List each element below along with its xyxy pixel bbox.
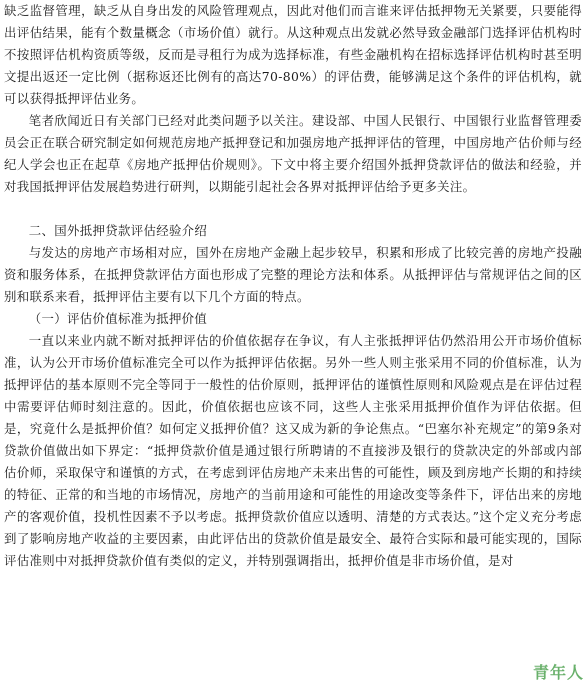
paragraph-foreign-overview: 与发达的房地产市场相对应，国外在房地产金融上起步较早，积累和形成了比较完善的房地产投融资和服务体系，在抵押贷款评估方面也形成了完整的理论方法和体系。从抵押评估与常规评估之间的区别和联系来看，抵押评估主要有以下几个方面的特点。 bbox=[4, 245, 582, 304]
section-heading: 二、国外抵押贷款评估经验介绍 bbox=[28, 223, 208, 238]
paragraph-risk-management: 缺乏监督管理，缺乏从自身出发的风险管理观点，因此对他们而言谁来评估抵押物无关紧要，只要能得出评估结果，能有个数量概念（市场价值）就行。从这种观点出发就必然导致金融部门选择评估机构时不按照评估机构资质等级，反而是寻租行为成为选择标准，有些金融机构在招标选择评估机构时甚至明文提出返还一定比例（据称返还比例有的高达70-80%）的评估费，能够满足这个条件的评估机构，就可以获得抵押评估业务。 bbox=[4, 3, 582, 106]
subsection-heading: （一）评估价值标准为抵押价值 bbox=[28, 311, 208, 326]
paragraph-mortgage-value: 一直以来业内就不断对抵押评估的价值依据存在争议，有人主张抵押评估仍然沿用公开市场价值标准，认为公开市场价值标准完全可以作为抵押评估依据。另外一些人则主张采用不同的价值标准，认为抵押评估的基本原则不完全等同于一般性的估价原则，抵押评估的谨慎性原则和风险观点是在评估过程中需要评估师时刻注意的。因此，价值依据也应该不同，这些人主张采用抵押价值作为评估依据。但是，究竟什么是抵押价值？如何定义抵押价值？这又成为新的争论焦点。“巴塞尔补充规定”的第9条对贷款价值做出如下界定：“抵押贷款价值是通过银行所聘请的不直接涉及银行的贷款决定的外部或内部估价师，采取保守和谨慎的方式，在考虑到评估房地产未来出售的可能性，顾及到房地产长期的和持续的特征、正常的和当地的市场情况，房地产的当前用途和可能性的用途改变等条件下，评估出来的房地产的客观价值，投机性因素不予以考虑。抵押贷款价值应以透明、清楚的方式表达。”这个定义充分考虑到了影响房地产收益的主要因素，由此评估出的贷款价值是最安全、最符合实际和最可能实现的，国际评估准则中对抵押贷款价值有类似的定义，并特别强调指出，抵押价值是非市场价值，是对 bbox=[4, 333, 582, 568]
document-page bbox=[4, 0, 582, 684]
watermark-logo: 青年人 bbox=[532, 663, 584, 682]
paragraph-regulators-attention: 笔者欣闻近日有关部门已经对此类问题予以关注。建设部、中国人民银行、中国银行业监督管理委员会正在联合研究制定如何规范房地产抵押登记和加强房地产抵押评估的管理，中国房地产估价师与经纪人学会也正在起草《房地产抵押估价规则》。下文中将主要介绍国外抵押贷款评估的做法和经验，并对我国抵押评估发展趋势进行研判，以期能引起社会各界对抵押评估给予更多关注。 bbox=[4, 113, 582, 194]
blank-line bbox=[4, 198, 582, 220]
